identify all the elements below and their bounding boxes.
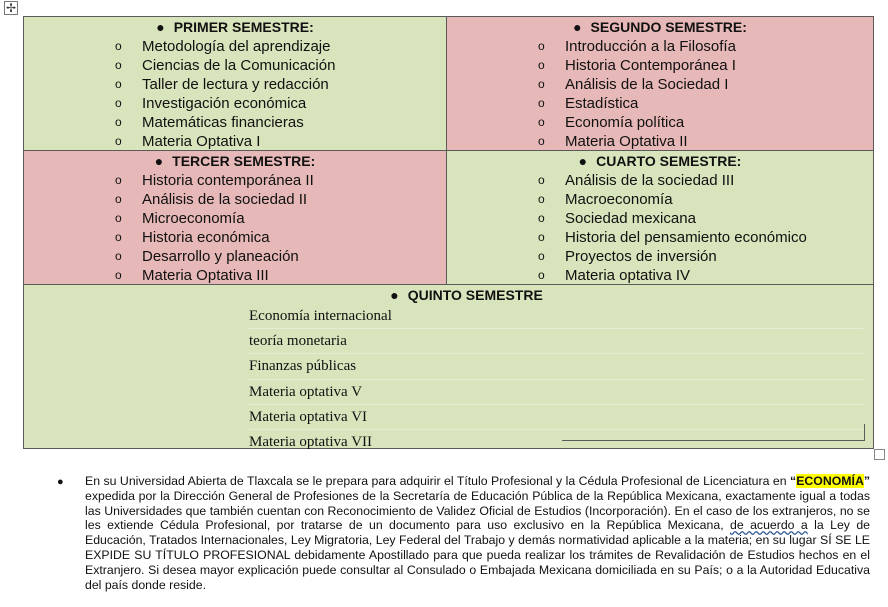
bullet-icon: ● — [390, 287, 399, 303]
list-item: o Metodología del aprendizaje — [115, 38, 331, 55]
list-item: Economía internacional — [249, 304, 863, 329]
list-item: o Historia Contemporánea I — [538, 57, 736, 74]
list-item: teoría monetaria — [249, 329, 863, 354]
table-move-handle-icon[interactable]: ✢ — [5, 1, 17, 15]
semester-cell-segundo — [446, 16, 874, 151]
list-item: o Ciencias de la Comunicación — [115, 57, 336, 74]
info-paragraph: En su Universidad Abierta de Tlaxcala se le prepara para adquirir el Título Profesional y la Cédula Profesional de Licenciatura en “ECONOMÍA” expedida por la Dirección General de Profesiones de la Secretaría de Educación Pública de la República Mexicana, exactamente igual a todas las Universidades que también cuentan con Reconocimiento de Validez Oficial de Estudios (Incorporación). En el caso de los extranjeros, no se les extiende Cédula Profesional, por tratarse de un documento para uso exclusivo en la República Mexicana, de acuerdo a la Ley de Educación, Tratados Internacionales, Ley Migratoria, Ley Federal del Trabajo y demás normatividad aplicable a la materia; en su lugar SÍ SE LE EXPIDE SU TÍTULO PROFESIONAL debidamente Apostillado para que pueda realizar los trámites de Revalidación de Estudios hechos en el Extranjero. Si desea mayor explicación puede consultar al Consulado o Embajada Mexicana domiciliada en su País; o a la Autoridad Educativa del país donde reside. — [85, 474, 870, 592]
list-item: o Análisis de la sociedad II — [115, 191, 308, 208]
subject-list — [447, 37, 873, 151]
list-item: o Materia Optativa I — [115, 133, 261, 150]
bullet-icon: ● — [57, 476, 64, 488]
list-item: o Estadística — [538, 95, 639, 112]
list-item: o Microeconomía — [115, 210, 245, 227]
semester-cell-tercer — [23, 150, 447, 285]
semester-title: ● QUINTO SEMESTRE — [390, 287, 543, 303]
list-item: o Historia económica — [115, 229, 270, 246]
bullet-icon: ● — [578, 153, 588, 169]
semester-title: ● SEGUNDO SEMESTRE: — [573, 19, 747, 35]
semester-title: ● TERCER SEMESTRE: — [154, 153, 316, 169]
list-item: o Materia optativa IV — [538, 267, 691, 284]
list-item: o Análisis de la Sociedad I — [538, 76, 729, 93]
list-item: o Análisis de la sociedad III — [538, 172, 735, 189]
list-item: o Taller de lectura y redacción — [115, 76, 329, 93]
semester-title: ● PRIMER SEMESTRE: — [156, 19, 314, 35]
inner-table-border — [562, 440, 864, 441]
table-resize-handle-icon[interactable] — [874, 449, 885, 460]
list-item: o Historia contemporánea II — [115, 172, 314, 189]
subject-list — [249, 304, 863, 454]
bullet-icon: ● — [154, 153, 164, 169]
bullet-icon: ● — [573, 19, 582, 35]
list-item: o Introducción a la Filosofía — [538, 38, 736, 55]
semester-title: ● CUARTO SEMESTRE: — [578, 153, 742, 169]
list-item: o Materia Optativa III — [115, 267, 269, 284]
list-item: o Matemáticas financieras — [115, 114, 304, 131]
subject-list — [447, 171, 873, 285]
subject-list — [24, 171, 446, 285]
semester-cell-cuarto — [446, 150, 874, 285]
list-item: Materia optativa V — [249, 380, 863, 405]
list-item: Materia optativa VII — [249, 433, 373, 450]
list-item: o Economía política — [538, 114, 685, 131]
list-item: Finanzas públicas — [249, 354, 863, 379]
list-item: o Macroeconomía — [538, 191, 673, 208]
list-item: o Investigación económica — [115, 95, 307, 112]
list-item: o Desarrollo y planeación — [115, 248, 299, 265]
semester-cell-quinto — [23, 284, 874, 449]
list-item: o Sociedad mexicana — [538, 210, 696, 227]
inner-table-border — [864, 424, 865, 441]
semester-cell-primer — [23, 16, 447, 151]
list-item: o Historia del pensamiento económico — [538, 229, 807, 246]
highlighted-term: ECONOMÍA — [796, 474, 864, 488]
subject-list — [24, 37, 446, 151]
bullet-icon: ● — [156, 19, 165, 35]
list-item: Materia optativa VI — [249, 405, 863, 430]
list-item: o Proyectos de inversión — [538, 248, 717, 265]
grammar-squiggle[interactable]: de acuerdo a — [730, 518, 808, 533]
list-item: o Materia Optativa II — [538, 133, 688, 150]
